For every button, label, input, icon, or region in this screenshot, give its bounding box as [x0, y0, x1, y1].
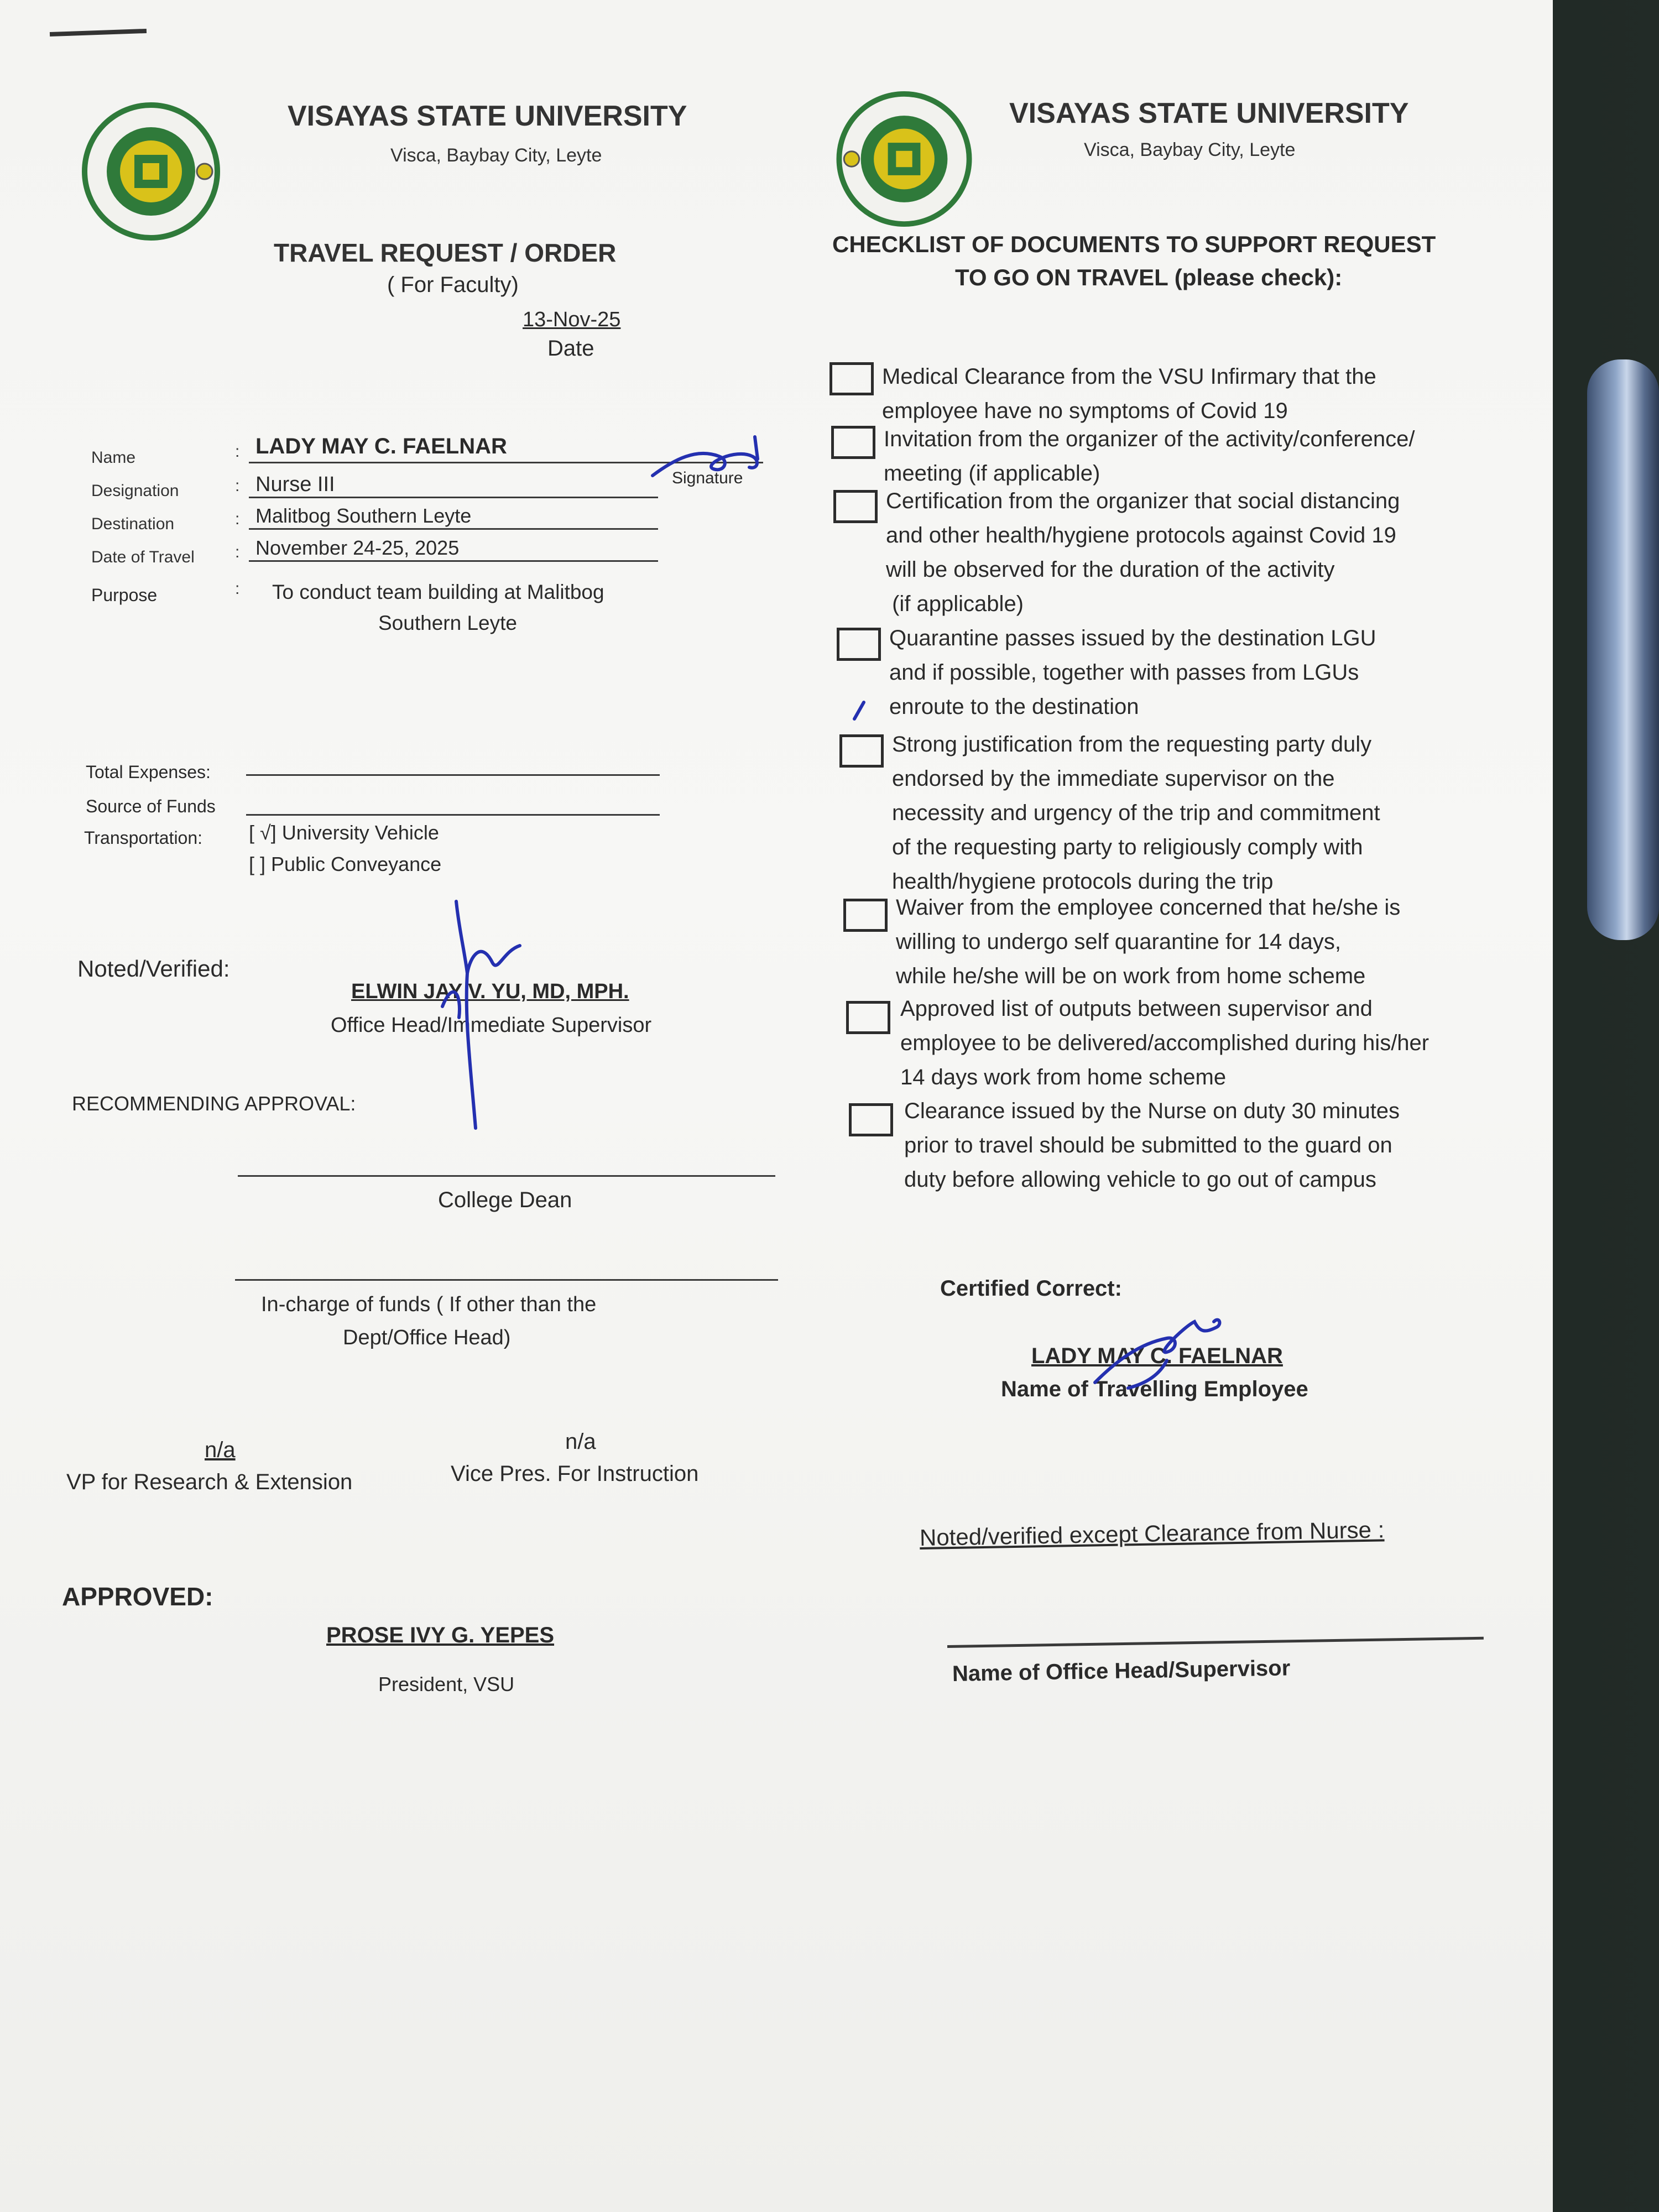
date-of-travel-label: Date of Travel — [91, 548, 195, 566]
approved-label: APPROVED: — [62, 1582, 213, 1611]
checklist-item-text: employee have no symptoms of Covid 19 — [882, 399, 1288, 423]
office-head-title: Name of Office Head/Supervisor — [952, 1656, 1291, 1686]
checklist-item-text: enroute to the destination — [889, 695, 1139, 719]
checklist-item-text: Clearance issued by the Nurse on duty 30 minutes — [904, 1099, 1400, 1123]
checklist-checkbox[interactable] — [843, 899, 888, 932]
checklist-title-line-1: CHECKLIST OF DOCUMENTS TO SUPPORT REQUEST — [832, 231, 1436, 257]
right-university-name: VISAYAS STATE UNIVERSITY — [1009, 97, 1409, 129]
signature-label: Signature — [672, 469, 743, 487]
employee-signature-bottom — [1084, 1300, 1250, 1399]
designation-value: Nurse III — [255, 473, 335, 496]
vp-instruction-title: Vice Pres. For Instruction — [451, 1462, 699, 1486]
office-head-signature-line — [947, 1637, 1484, 1648]
dean-signature-line — [238, 1175, 775, 1177]
checklist-item-text: endorsed by the immediate supervisor on the — [892, 766, 1335, 791]
checklist-item-text: Medical Clearance from the VSU Infirmary that the — [882, 364, 1376, 389]
pen-mark — [50, 29, 147, 36]
university-seal-left — [82, 102, 220, 241]
supervisor-name: ELWIN JAY V. YU, MD, MPH. — [351, 980, 629, 1003]
checklist-item-text: and other health/hygiene protocols against Covid 19 — [886, 523, 1396, 547]
destination-value: Malitbog Southern Leyte — [255, 504, 472, 527]
right-university-address: Visca, Baybay City, Leyte — [1084, 139, 1296, 160]
checklist-item-text: willing to undergo self quarantine for 14 days, — [896, 930, 1341, 954]
vp-research-value: n/a — [205, 1438, 236, 1462]
checklist-item-text: Strong justification from the requesting party duly — [892, 732, 1372, 757]
request-date: 13-Nov-25 — [523, 308, 621, 331]
president-name: PROSE IVY G. YEPES — [326, 1623, 555, 1647]
source-of-funds-label: Source of Funds — [86, 796, 216, 816]
checklist-item-text: Certification from the organizer that social distancing — [886, 489, 1400, 513]
destination-underline — [249, 528, 658, 530]
university-address: Visca, Baybay City, Leyte — [390, 145, 602, 166]
colon: : — [235, 442, 240, 461]
form-subtitle: ( For Faculty) — [387, 273, 519, 297]
source-of-funds-line — [246, 814, 660, 816]
university-name: VISAYAS STATE UNIVERSITY — [288, 100, 687, 132]
checklist-item-text: and if possible, together with passes from LGUs — [889, 660, 1359, 685]
checklist-item-text: of the requesting party to religiously comply with — [892, 835, 1363, 859]
checklist-title-line-2: TO GO ON TRAVEL (please check): — [955, 264, 1343, 290]
checklist-checkbox[interactable] — [839, 734, 884, 768]
supervisor-title: Office Head/Immediate Supervisor — [331, 1014, 652, 1037]
form-title: TRAVEL REQUEST / ORDER — [274, 238, 617, 267]
date-label: Date — [547, 336, 594, 361]
name-label: Name — [91, 448, 136, 467]
checklist-item-text: Quarantine passes issued by the destination LGU — [889, 626, 1376, 650]
purpose-line-2: Southern Leyte — [378, 612, 517, 634]
name-value: LADY MAY C. FAELNAR — [255, 434, 507, 458]
university-seal-right — [835, 91, 973, 227]
checklist-checkbox[interactable] — [831, 426, 875, 459]
date-of-travel-underline — [249, 560, 658, 562]
colon: : — [235, 543, 240, 561]
noted-verified-label: Noted/Verified: — [77, 956, 230, 982]
employee-signature-top — [641, 426, 774, 487]
certified-correct-label: Certified Correct: — [940, 1276, 1122, 1301]
transportation-label: Transportation: — [84, 828, 203, 848]
checklist-checkbox[interactable] — [837, 628, 881, 661]
checklist-item-text: health/hygiene protocols during the trip — [892, 869, 1274, 894]
colon: : — [235, 580, 240, 598]
ink-tick-mark — [852, 700, 868, 722]
colon: : — [235, 510, 240, 528]
total-expenses-label: Total Expenses: — [86, 762, 211, 782]
checklist-item-text: while he/she will be on work from home scheme — [896, 964, 1366, 988]
checklist-checkbox[interactable] — [846, 1001, 890, 1034]
purpose-line-1: To conduct team building at Malitbog — [272, 581, 604, 603]
checklist-checkbox[interactable] — [833, 490, 878, 523]
colon: : — [235, 477, 240, 495]
noted-except-clearance: Noted/verified except Clearance from Nurse : — [919, 1516, 1385, 1551]
checklist-item-text: Invitation from the organizer of the activity/conference/ — [884, 427, 1415, 451]
checklist-item-text: necessity and urgency of the trip and commitment — [892, 801, 1380, 825]
total-expenses-line — [246, 774, 660, 776]
date-of-travel-value: November 24-25, 2025 — [255, 536, 460, 559]
funds-incharge-line-2: Dept/Office Head) — [343, 1326, 511, 1349]
checklist-item-text: will be observed for the duration of the activity — [886, 557, 1335, 582]
checklist-item-text: 14 days work from home scheme — [900, 1065, 1227, 1089]
checklist-item-text: employee to be delivered/accomplished during his/her — [900, 1031, 1430, 1055]
checklist-checkbox[interactable] — [849, 1103, 893, 1136]
vp-research-title: VP for Research & Extension — [66, 1470, 353, 1494]
checklist-item-text: Waiver from the employee concerned that he/she is — [896, 895, 1401, 920]
pen — [1587, 359, 1659, 940]
checklist-item-text: meeting (if applicable) — [884, 461, 1100, 486]
checklist-item-text: (if applicable) — [886, 592, 1024, 616]
vp-instruction-value: n/a — [565, 1430, 596, 1454]
transport-university-vehicle: [ √] University Vehicle — [249, 821, 439, 844]
designation-label: Designation — [91, 482, 179, 500]
president-title: President, VSU — [378, 1673, 515, 1695]
checklist-item-text: duty before allowing vehicle to go out of campus — [904, 1167, 1376, 1192]
recommending-approval-label: RECOMMENDING APPROVAL: — [72, 1092, 356, 1115]
travelling-employee-title: Name of Travelling Employee — [1001, 1377, 1308, 1401]
checklist-item-text: prior to travel should be submitted to the guard on — [904, 1133, 1392, 1157]
funds-signature-line — [235, 1279, 778, 1281]
checklist-checkbox[interactable] — [830, 362, 874, 395]
designation-underline — [249, 497, 658, 498]
travelling-employee-name: LADY MAY C. FAELNAR — [1031, 1344, 1283, 1368]
supervisor-signature — [409, 896, 531, 1134]
funds-incharge-line-1: In-charge of funds ( If other than the — [261, 1293, 597, 1316]
purpose-label: Purpose — [91, 585, 158, 605]
college-dean-title: College Dean — [438, 1188, 572, 1212]
transport-public-conveyance: [ ] Public Conveyance — [249, 853, 442, 875]
destination-label: Destination — [91, 515, 175, 533]
checklist-item-text: Approved list of outputs between supervisor and — [900, 997, 1373, 1021]
